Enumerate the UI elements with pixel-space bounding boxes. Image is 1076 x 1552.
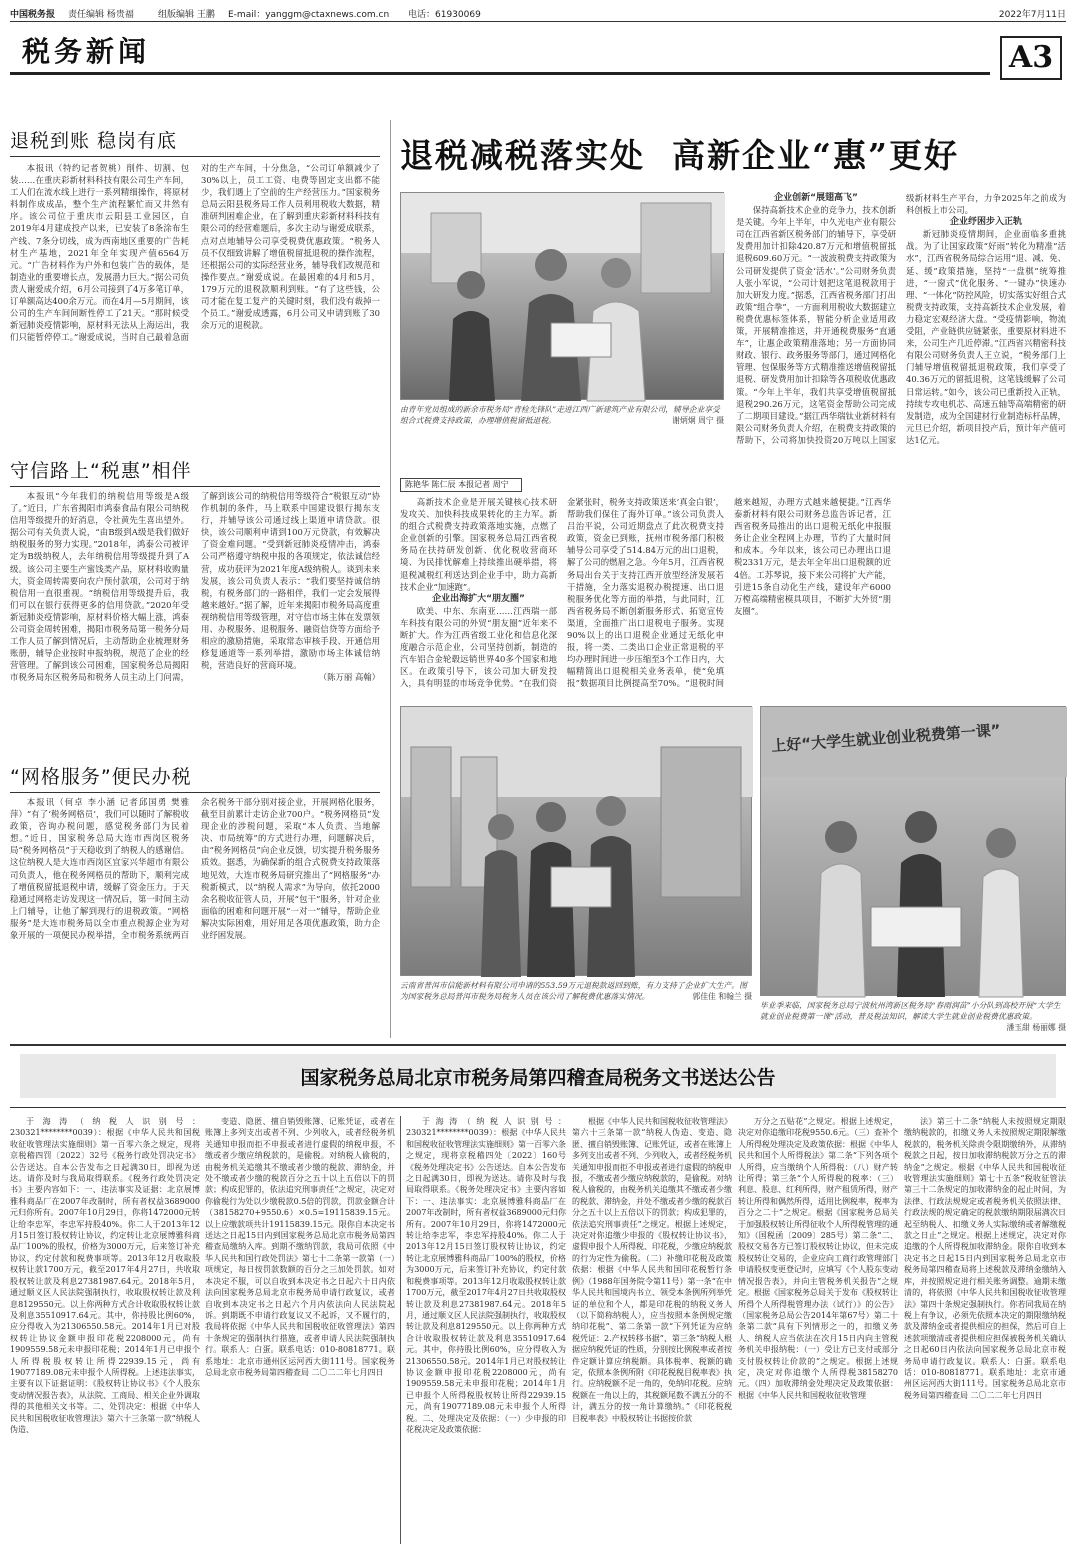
feature-photo-factory — [400, 706, 752, 976]
layout-editor: 组版编辑 王鹏 — [158, 10, 215, 20]
photo3-credit: 潘玉甜 杨丽娜 摄 — [1006, 1023, 1066, 1032]
notice-col1-text: 于海涛（纳税人识别号：230321********0039）：根据《中华人民共和国税收征收管理法实施细则》第一百零六条之规定，现将京税稽四罚〔2022〕32号《税务行政处罚决定书》公告送达。自本公告发布之日起满30日，即视为送达。请你及时与我局取得联系。《税务行政处罚决定书》主要内容如下：一、违法事实及证据：北京展博雅科商品厂在2007年改制时，所有者权益3689000元归你所有。2007年10月29日，你将1472000元转让给李忠军，李忠军持股40%。你二人于2013年12月15日签订股权转让协议，约定转让北京展博雅科商品厂100%的股权，价格为3000万元，后来签订补充协议，约定付款和税费事项等。2013年12月收取股权转让款1700万元，截至2017年4月27日，共收取股权转让款及利息27381987.64元。2018年5月，通过顺义区人民法院强制执行，收取股权转让款及利息8129550元。以上你两种方式合计收取股权转让款及利息35510917.64元。其中，你持股比例60%，应分得收入为21306550.58元。2014年1月已对股权转让协议金额申报印花税2208000元，尚有1909559.58元未申报印花税；2014年1月已申报个人所得税股权转让所得22939.15元，尚有19077189.08元未申报个人所得税。上述违法事实，主要有以下证据证明：《股权转让协议书》《个人股东变动情况报告表》，从法院、工商局、相关企业外调取得的其他相关文书等。二、处罚决定：根据《中华人民共和国税收征收管理法》第六十三条第一款“纳税人伪造、 — [10, 1117, 200, 1434]
masthead-rule — [10, 21, 1066, 22]
phone: 电话：61930069 — [408, 10, 481, 20]
notice-col6 — [904, 1116, 1066, 1544]
notice-col3-text: 于海涛（纳税人识别号：230321********0039）：根据《中华人民共和国税收征收管理法实施细则》第一百零六条之规定，现将京税稽四处〔2022〕160号《税务处理决定书》公告送达。自本公告发布之日起满30日，即视为送达。请你及时与我局取得联系。《税务处理决定书》主要内容如下：一、违法事实：北京展博雅科商品厂在2007年改制时，所有者权益3689000元归你所有。2007年10月29日，你将1472000元转让给李忠军，李忠军持股40%。你二人于2013年12月15日签订股权转让协议，约定转让北京展博雅科商品厂100%的股权，价格为3000万元，后来签订补充协议，约定付款和税费事项等。2013年12月收取股权转让款1700万元，截至2017年4月27日共收取股权转让款及利息27381987.64元。2018年5月，通过顺义区人民法院强制执行，收取股权转让款及利息8129550元。以上你两种方式合计收取股权转让款及利息35510917.64元。其中，你持股比例60%，应分得收入为21306550.58元。2014年1月已对股权转让协议金额申报印花税2208000元，尚有1909559.58元未申报印花税；2014年1月已申报个人所得税股权转让所得22939.15元，尚有19077189.08元未申报个人所得税。二、处理决定及依据：（一）少申报的印花税决定及政策依据： — [406, 1117, 566, 1434]
page-number: A3 — [1000, 36, 1062, 80]
photo2-caption — [400, 980, 752, 1002]
photo2-credit: 郭佳佳 和翰兰 摄 — [692, 992, 752, 1001]
section-title: 税务新闻 — [22, 35, 151, 68]
article1-title: 退税到账 稳岗有底 — [10, 130, 178, 152]
notice-col3 — [406, 1116, 566, 1544]
notice-divider — [400, 1116, 401, 1544]
photo1-caption-text: 由青年党员组成的新余市税务局“青检先锋队”走进江西广新建筑产业有限公司，辅导企业享受组合式税费支持政策，办理增值税留抵退税。 — [400, 405, 720, 425]
article2-byline: （陈万丽 高翰） — [318, 672, 380, 683]
notice-col5 — [738, 1116, 898, 1544]
notice-col6-text: 法》第三十二条“纳税人未按照规定期限缴纳税款的，扣缴义务人未按照规定期限解缴税款的，税务机关除责令限期缴纳外，从滞纳税款之日起，按日加收滞纳税款万分之五的滞纳金”之规定。根据《中华人民共和国税收征收管理法实施细则》第七十五条“税收征管法第三十二条规定的加收滞纳金的起止时间，为法律、行政法规规定或者税务机关依照法律、行政法规的规定确定的税款缴纳期限届满次日起至纳税人、扣缴义务人实际缴纳或者解缴税款之日止”之规定。根据上述规定，决定对你追缴的个人所得税加收滞纳金。限你自收到本决定书之日起15日内到国家税务总局北京市税务局第四稽查局将上述税款及滞纳金缴纳入库，并按照规定进行相关账务调整。逾期未缴清的，将依照《中华人民共和国税收征收管理法》第四十条规定强制执行。你若同我局在纳税上有争议，必须先依照本决定的期限缴纳税款及滞纳金或者提供相应的担保，然后可自上述款项缴清或者提供相应担保被税务机关确认之日起60日内依法向国家税务总局北京市税务局申请行政复议。联系人：白蛋。联系电话：010-80818771。联系地址：北京市通州区运河西大街111号。国家税务总局北京市税务局第四稽查局 二〇二二年七月四日 — [904, 1117, 1066, 1400]
feature-col2 — [736, 192, 1066, 692]
feature-subhead-2: 企业创新“展翅高飞” — [774, 193, 858, 203]
feature-headline: 退税减税落实处 高新企业“惠”更好 — [400, 136, 959, 175]
photo1-scene — [401, 193, 725, 401]
notice-title-box — [20, 1054, 1056, 1098]
article3-title: “网格服务”便民办税 — [10, 766, 192, 788]
notice-col2 — [205, 1116, 395, 1544]
notice-col2-text: 变造、隐匿、擅自销毁账簿、记账凭证，或者在账簿上多列支出或者不列、少列收入，或者经税务机关通知申报而拒不申报或者进行虚假的纳税申报，不缴或者少缴应纳税款的，是偷税。对纳税人偷税的，由税务机关追缴其不缴或者少缴的税款、滞纳金，并处不缴或者少缴的税款百分之五十以上五倍以下的罚款；构成犯罪的，依法追究刑事责任”之规定，决定对你偷税行为处以少缴税款0.5倍的罚款，罚款金额合计（38158270+9550.6）×0.5=19115839.15元。以上应缴款项共计19115839.15元。限你自本决定书送达之日起15日内到国家税务总局北京市税务局第四稽查局缴纳入库。到期不缴纳罚款，我局可依照《中华人民共和国行政处罚法》第七十二条第一款第（一）项规定，每日按罚款数额的百分之三加处罚款。如对本决定不服，可以自收到本决定书之日起六十日内依法向国家税务总局北京市税务局申请行政复议，或者自收到本决定书之日起六个月内依法向人民法院起诉。到期既不申请行政复议又不起诉，又不履行的，我局将依据《中华人民共和国税收征收管理法》第四十条规定的强制执行措施，或者申请人民法院强制执行。联系人：白蛋。联系电话：010-80818771。联系地址：北京市通州区运河西大街111号。国家税务总局北京市税务局第四稽查局 二〇二二年七月四日 — [205, 1117, 395, 1377]
feature-photo-tax-visit — [400, 192, 724, 400]
masthead-bar — [10, 4, 1066, 20]
feature-section2: 保持高新技术企业的竞争力，技术创新是关键。今年上半年，中久光电产业有限公司在江西省新区税务部门的辅导下，享受研发费用加计扣除420.87万元和增值税留抵退税609.60万元。“一波波税费支持政策为公司研发提供了资金‘活水’。”公司财务负责人张小军说，“公司计划把这笔退税款用于加大研发力度。”据悉，江西省税务部门打出政策“组合拳”，一方面利用税收大数据建立税费优惠标签体系，智能分析企业适用政策，开展精准推送，并开通税费服务“直通车”，让惠企政策精准落地；另一方面协同财政、银行、政务服务等部门，通过网格化管理、包保服务等方式精准推送增值税留抵退税、研发费用加计扣除等各项税收优惠政策。“今年上半年，我们共享受增值税留抵退税290.26万元，这笔资金帮助公司完成了二期项目建设。”据江西华瑞钛业新材料有限公司财务负责人介绍，在税费支持政策的帮助下，公司将加快投资20万吨以上国家级新材料生产平台，力争2025年之前成为科创板上市公司。 — [736, 193, 1066, 445]
photo3-caption — [760, 1000, 1066, 1033]
photo3-banner: 上好“大学生就业创业税费第一课” — [770, 721, 1002, 756]
article3-text: 本报讯（何卓 李小涵 记者邱国勇 樊雅萍）“有了‘税务网格员’，我们可以随时了解税收政策，咨询办税问题，感觉税务部门为民着想。”近日，国家税务总局大连市西岗区税务局“税务网格员”于天稳收到了纳税人的感谢信。这位纳税人是大连市西岗区宜家兴华超市有限公司负责人，他在税务网格员的帮助下，顺利完成了增值税留抵退税申请，缓解了资金压力。于天稳通过网格走访发现这一情况后，第一时间主动上门辅导，让他了解到现行的退税政策。“网格服务”是大连市税务局以全市重点税源企业为对象开展的一项便民办税举措，全市税务系统两百余名税务干部分别对接企业，开展网格化服务，截至目前累计走访企业700户。“税务网格员”发现企业的涉税问题，采取“本人负责、当地解决、市局统筹”的方式进行办理，问题解决后，由“税务网格员”向企业反馈，切实提升税务服务质效。据悉，为确保新的组合式税费支持政策落地见效，大连市税务局研究推出了“网格服务”办税新模式，以“纳税人需求”为导向，依托2000余名税收征管人员，开展“包干”服务，针对企业面临的困难和问题开展“一对一”辅导，帮助企业解决实际困难，用好用足各项优惠政策，助力企业纾困发展。 — [10, 797, 380, 941]
feature-photo-graduates — [760, 706, 1066, 996]
email: E-mail：yanggm@ctaxnews.com.cn — [228, 10, 390, 20]
photo2-caption-text: 云南省普洱市信能新材料有限公司申请的553.59万元退税款返回到账，有力支持了企业扩大生产。图为国家税务总局普洱市税务局税务人员在该公司了解税费优惠落实情况。 — [400, 981, 747, 1001]
notice-col5-text: 万分之五贴花”之规定。根据上述规定，决定对你追缴印花税9550.6元。（三）查补个人所得税处理决定及政策依据：根据《中华人民共和国个人所得税法》第二条“下列各项个人所得，应当缴纳个人所得税：（八）财产转让所得；第三条“个人所得税的税率：（三）利息、股息、红利所得，财产租赁所得，财产转让所得和偶然所得，适用比例税率，税率为百分之二十”之规定。根据《国家税务总局关于加强股权转让所得征收个人所得税管理的通知》（国税函〔2009〕285号）第二条“二、股权交易各方已签订股权转让协议，但未完成股权转让交易的，企业应向工商行政管理部门申请股权变更登记时，应填写《个人股东变动情况报告表》，并向主管税务机关报告”之规定。根据《国家税务总局关于发布《股权转让所得个人所得税管理办法（试行）》的公告》（国家税务总局公告2014年第67号）第二十条第二款“具有下列情形之一的，扣缴义务人、纳税人应当依法在次月15日内向主管税务机关申报纳税：（一）受让方已支付或部分支付股权转让价款的”之规定。根据上述规定，决定对你追缴个人所得税38158270元。（四）加收滞纳金处理决定及政策依据：根据《中华人民共和国税收征收管理 — [738, 1117, 898, 1400]
feature-col1 — [400, 496, 891, 692]
feature-subhead-3: 企业纾困步入正轨 — [949, 217, 1022, 228]
article1-text: 本报讯（特约记者贺桃）削件、切割、包装……在重庆彩新材料科技有限公司生产车间，工人们在流水线上进行一系列精细操作，将原材料制作成成品，整个生产流程繁忙而又井然有序。该公司位于重庆市云阳县工业园区，自2019年4月建成投产以来，已安装了8条涂布生产线、7条分切线，成为西南地区重要的广告耗材生产基地，2021年全年实现产值6564万元。“广告材料作为户外和包装广告的载体，是制造业的重要增长点，发展潜力巨大。”据公司负责人谢爱成介绍，6月公司接到了4万多笔订单，订单额高达400余万元。而在4月—5月期间，该公司的生产车间间断性停工了21天。“那时候受新冠肺炎疫情影响，原材料无法从上海运出，我们只能暂停停工。”谢爱成说，当时自己最着急面对的生产车间，十分焦急，“公司订单额减少了30%以上，员工工资、电费等固定支出都不能少，我们遇上了空前的生产经营压力。”国家税务总局云阳县税务局工作人员利用税收大数据，精准研判困难企业，在了解到重庆彩新材料科技有限公司的经营难题后，多次主动与谢爱成联系，点对点地辅导公司享受税费优惠政策。“税务人员不仅细致讲解了增值税留抵退税的操作流程，还根据公司的实际经营业务，辅导我们改规范和操作要点。”谢爱成说。在最困难的4月和5月，179万元的退税款顺利到账。“有了这些钱，公司才能在复工复产的关键时刻，我们没有裁掉一个员工。”谢爱成透露，6月公司又申请到账了30余万元的退税款。 — [10, 163, 380, 343]
article2-rule — [10, 486, 380, 487]
feature-subhead-1: 企业出海扩大“朋友圈” — [432, 593, 525, 604]
feature-section3: 新冠肺炎疫情期间，企业面临多重挑战。为了让国家政策“好雨”转化为精准“活水”，江西省税务局综合运用“退、减、免、延、缓”政策措施，坚持“一盘棋”统筹推进，“一窗式”优化服务、“一键办”快速办理、“一体化”防控风险，切实落实好组合式税费支持政策，支持高新技术企业发展，着力稳定宏观经济大盘。“受疫情影响，物流受阻，产业链供应链紧张，重要原材料进不来，公司生产几近停滞。”江西省兴精密科技有限公司财务负责人王立说，“税务部门上门辅导增值税留抵退税政策，我们享受了40.36万元的留抵退税，这笔钱缓解了公司日常运转。”如今，该公司已重新投入正轨，持续专攻电机芯、高速五轴等高端精密的研发制造，成为全国建材行业制造标杆品牌，元旦已介绍，新项目投产后，预计年产值可达1亿元。 — [906, 229, 1066, 445]
article2-body — [10, 490, 380, 754]
article3-body — [10, 796, 380, 1028]
notice-col4 — [572, 1116, 732, 1544]
paper-name: 中国税务报 — [10, 10, 56, 20]
feature-section1: 欧美、中东、东南亚……江西瑞一部车科技有限公司的外贸“朋友圈”近年来不断扩大。作为江西省级工业化和信息化深度融合示范企业，公司坚持创新，制造的汽车铝合金轮毂远销世界40多个国家和地区。在政策引导下，该公司加大研发投入，具有明显的市场竞争优势。“在我们资金紧张时，税务支持政策送来‘真金白银’，帮助我们保住了海外订单。”该公司负责人吕治平说，公司近期盘点了此次税费支持政策，资金已到账，抚州市税务部门积极辅导公司享受了514.84万元的出口退税，解了公司的燃眉之急。今年5月，江西省税务局出台关于支持江西开放型经济发展若干措施，全力落实退税办税提速、出口退税服务优化等方面的举措，与此同时，江西省税务局不断创新服务形式、拓宽宣传渠道，全面推广出口退税电子服务。实现90%以上的出口退税企业通过无纸化申报，将一类、二类出口企业正常退税的平均办理时间进一步压缩至3个工作日内，大幅精简出口退税相关业务表单，使“免填报”数据项目比例提高至70%。“退税时间越来越短，办理方式越来越便捷。”江西华泰新材料有限公司财务总监告诉记者，江西省税务局推出的出口退税无纸化申报服务让企业全程网上办理，节约了大量时间和成本。今年以来，该公司已办理出口退税2331万元，是去年全年出口退税额的近4倍。工苏琴说，接下来公司将扩大产能，引进15条自动化生产线，建设年产6000万樘高端精密模具项目，不断扩大外贸“朋友圈”。 — [400, 497, 891, 689]
editor: 责任编辑 杨贵福 — [68, 10, 134, 20]
notice-col4-text: 根据《中华人民共和国税收征收管理法》第六十三条第一款“纳税人伪造、变造、隐匿、擅自销毁账簿、记账凭证，或者在账簿上多列支出或者不列、少列收入，或者经税务机关通知申报而拒不申报或者进行虚假的纳税申报，不缴或者少缴应纳税款的，是偷税。对纳税人偷税的，由税务机关追缴其不缴或者少缴的税款、滞纳金，并处不缴或者少缴的税款百分之五十以上五倍以下的罚款；构成犯罪的，依法追究刑事责任”之规定。根据上述规定，决定对你追缴少申报的《股权转让协议书》，虚假申报个人所得税、印花税，少缴应纳税款的行为定性为偷税。（二）补缴印花税及政策依据：根据《中华人民共和国印花税暂行条例》（1988年国务院令第11号）第一条“在中华人民共和国境内书立、领受本条例所列举凭证的单位和个人，都是印花税的纳税义务人（以下简称纳税人），应当按照本条例规定缴纳印花税”、第二条第一款“下列凭证为应纳税凭证：2.产权转移书据”、第三条“纳税人根据应纳税凭证的性质，分别按比例税率或者按件定额计算应纳税额。具体税率、税额的确定，依照本条例所附《印花税税目税率表》执行。应纳税额不足一角的，免纳印花税。应纳税额在一角以上的，其税额尾数不满五分的不计，满五分的按一角计算缴纳。”《印花税税目税率表》中股权转让书据按价款 — [572, 1117, 732, 1423]
feature-intro: 高新技术企业是开展关键核心技术研发攻关、加快科技成果转化的主力军。新的组合式税费支持政策落地实施，点燃了企业创新的引擎。国家税务总局江西省税务局在扶持研发创新、优化税收营商环境、为民排忧解难上持续推出硬举措，将退税减税红利送达到企业手中，助力高新技术企业“加速跑”。 — [400, 497, 557, 592]
article1-body — [10, 162, 380, 394]
article2-title: 守信路上“税惠”相伴 — [10, 460, 192, 482]
feature-byline — [400, 478, 522, 492]
issue-date: 2022年7月11日 — [998, 10, 1066, 20]
photo1-credit: 谢炳炯 周宁 摄 — [672, 416, 724, 425]
notice-title: 国家税务总局北京市税务局第四稽查局税务文书送达公告 — [300, 1066, 776, 1089]
article3-rule — [10, 792, 380, 793]
column-divider — [390, 120, 391, 1038]
photo1-caption — [400, 404, 724, 426]
article1-rule — [10, 156, 380, 157]
photo2-scene — [401, 707, 753, 977]
notice-col1 — [10, 1116, 200, 1544]
photo3-caption-text: 毕业季来临，国家税务总局宁波杭州湾新区税务局“春雨润苗”小分队到高校开展“大学生就业创业税费第一课”活动，普及税法知识，解读大学生就业创业税费优惠政策。 — [760, 1001, 1061, 1021]
feature-byline-text: 陈艳华 陈仁辰 本报记者 周宁 — [405, 480, 509, 489]
section-underline — [10, 72, 990, 75]
article2-text: 本报讯“今年我们的纳税信用等级是A级了。”近日，广东省揭阳市鸿泰食品有限公司纳税信用等级提升的好消息，令社黄先生喜出望外。据公司有关负责人说，“由B级到A级是我们做好纳税服务的努力实现。”2018年，鸿泰公司被评定为B级纳税人，去年纳税信用等级提升到了A级。该公司主要生产蜜饯类产品，原材料收购量大，资金周转需要向农户预付款项，公司对于纳税信用一直很重视。“纳税信用等级提升后，我们可以在银行获得更多的信用贷款。”2020年受新冠肺炎疫情影响，原材料价格大幅上涨，鸿泰公司资金周转困难，揭阳市税务局第一税务分局工作人员了解到情况后，主动帮助企业梳理财务账册，辅导企业按时申报纳税，规范了企业的经营管理。了解到该公司困难，国家税务总局揭阳市税务局东区税务局和税务人员主动上门问需，了解到该公司的纳税信用等级符合“税银互动”协作机制的条件，马上联系中国建设银行揭东支行，并辅导该公司通过线上渠道申请贷款。很快，该公司顺利申请到100万元贷款，有效解决了资金难问题。“受到新冠肺炎疫情冲击，鸿泰公司严格遵守纳税申报的各项规定，依法诚信经营，成功获评为2021年度A级纳税人。谈到未来发展，该公司负责人表示：“我们要坚持诚信纳税，有税务部门的一路相伴，我们一定会发展得越来越好。”据了解，近年来揭阳市税务局高度重视纳税信用等级管理，对守信市场主体在发票领用、办税服务、退税服务、融资信贷等方面给予相应的激励措施，采取常态审核手段、开通信用修复通道等一系列举措，激励市场主体诚信纳税，营造良好的营商环境。 — [10, 491, 380, 683]
